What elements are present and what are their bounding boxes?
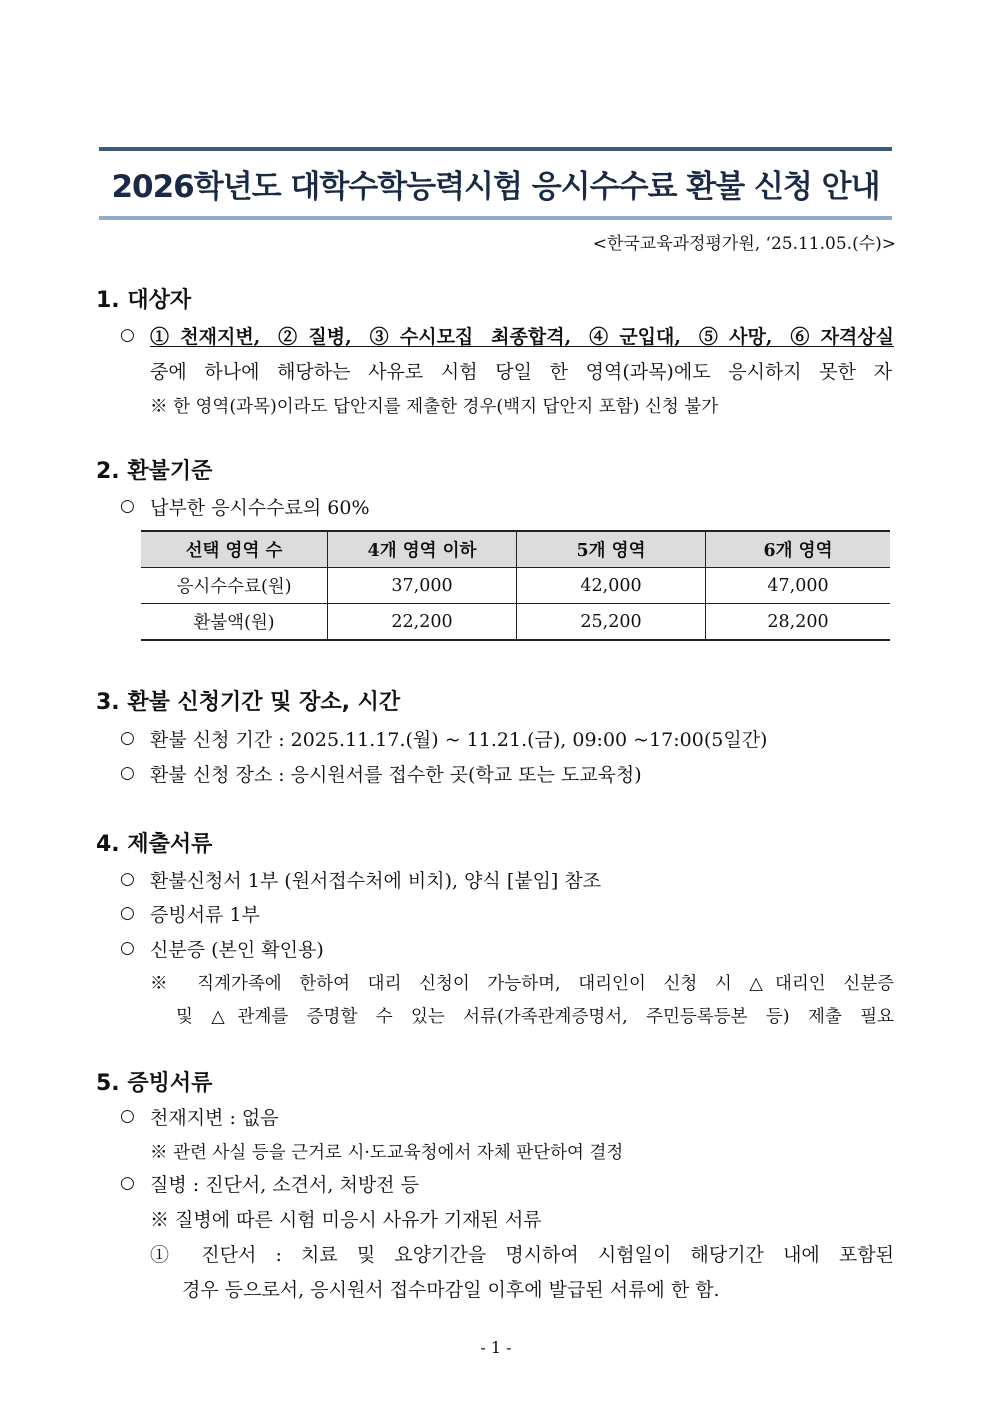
table-cell: 응시수수료(원): [141, 568, 328, 604]
table-cell: 28,200: [706, 604, 891, 641]
refund-place: 환불 신청 장소 : 응시원서를 접수한 곳(학교 또는 도교육청): [150, 764, 642, 786]
table-cell: 환불액(원): [141, 604, 328, 641]
title-rule-top: [99, 147, 892, 151]
bullet: ○: [120, 763, 135, 783]
doc-item: 환불신청서 1부 (원서접수처에 비치), 양식 [붙임] 참조: [150, 870, 602, 892]
bullet: ○: [120, 325, 135, 345]
table-cell: 37,000: [328, 568, 517, 604]
refund-table: [141, 530, 890, 641]
section-1-heading: 1. 대상자: [96, 288, 192, 313]
evidence-item: 질병 : 진단서, 소견서, 처방전 등: [150, 1174, 419, 1196]
evidence-sub: ① 진단서 : 치료 및 요양기간을 명시하여 시험일이 해당기간 내에 포함된: [150, 1244, 894, 1266]
title-box: [99, 147, 892, 221]
bullet: ○: [120, 938, 135, 958]
bullet: ○: [120, 1173, 135, 1193]
table-row: [141, 604, 890, 641]
target-reasons: ①천재지변, ②질병, ③수시모집 최종합격, ④군입대, ⑤사망, ⑥자격상실: [150, 326, 894, 348]
table-header: 6개 영역: [706, 531, 891, 568]
refund-period: 환불 신청 기간 : 2025.11.17.(월) ~ 11.21.(금), 09:00 ~17:00(5일간): [150, 729, 768, 751]
page-number: - 1 -: [480, 1338, 512, 1357]
table-cell: 22,200: [328, 604, 517, 641]
table-row: [141, 568, 890, 604]
table-cell: 25,200: [517, 604, 706, 641]
bullet: ○: [120, 496, 135, 516]
evidence-note: ※ 질병에 따른 시험 미응시 사유가 기재된 서류: [150, 1209, 542, 1231]
table-header: 5개 영역: [517, 531, 706, 568]
section-5-heading: 5. 증빙서류: [96, 1071, 213, 1096]
target-cont: 중에 하나에 해당하는 사유로 시험 당일 한 영역(과목)에도 응시하지 못한 자: [150, 361, 892, 383]
bullet: ○: [120, 728, 135, 748]
table-header: 4개 영역 이하: [328, 531, 517, 568]
table-cell: 47,000: [706, 568, 891, 604]
table-cell: 42,000: [517, 568, 706, 604]
bullet: ○: [120, 1106, 135, 1126]
refund-rate: 납부한 응시수수료의 60%: [150, 497, 370, 519]
table-header-row: [141, 531, 890, 568]
doc-item: 증빙서류 1부: [150, 904, 260, 926]
doc-item: 신분증 (본인 확인용): [150, 939, 324, 961]
proxy-note-cont: 및 △관계를 증명할 수 있는 서류(가족관계증명서, 주민등록등본 등) 제출 필요: [176, 1007, 894, 1027]
bullet: ○: [120, 903, 135, 923]
table-header: 선택 영역 수: [141, 531, 328, 568]
target-note: ※ 한 영역(과목)이라도 답안지를 제출한 경우(백지 답안지 포함) 신청 불가: [150, 397, 719, 417]
page-title: 2026학년도 대학수학능력시험 응시수수료 환불 신청 안내: [111, 169, 880, 205]
section-3-heading: 3. 환불 신청기간 및 장소, 시간: [96, 690, 401, 715]
evidence-note: ※ 관련 사실 등을 근거로 시·도교육청에서 자체 판단하여 결정: [150, 1143, 624, 1163]
title-rule-bottom: [99, 216, 892, 220]
bullet: ○: [120, 869, 135, 889]
evidence-sub-cont: 경우 등으로서, 응시원서 접수마감일 이후에 발급된 서류에 한 함.: [182, 1279, 720, 1301]
section-4-heading: 4. 제출서류: [96, 832, 213, 857]
proxy-note: ※ 직계가족에 한하여 대리 신청이 가능하며, 대리인이 신청 시 △대리인 신분증: [150, 974, 894, 994]
evidence-item: 천재지변 : 없음: [150, 1107, 279, 1129]
section-2-heading: 2. 환불기준: [96, 459, 213, 484]
source-line: <한국교육과정평가원, ‘25.11.05.(수)>: [592, 234, 896, 254]
